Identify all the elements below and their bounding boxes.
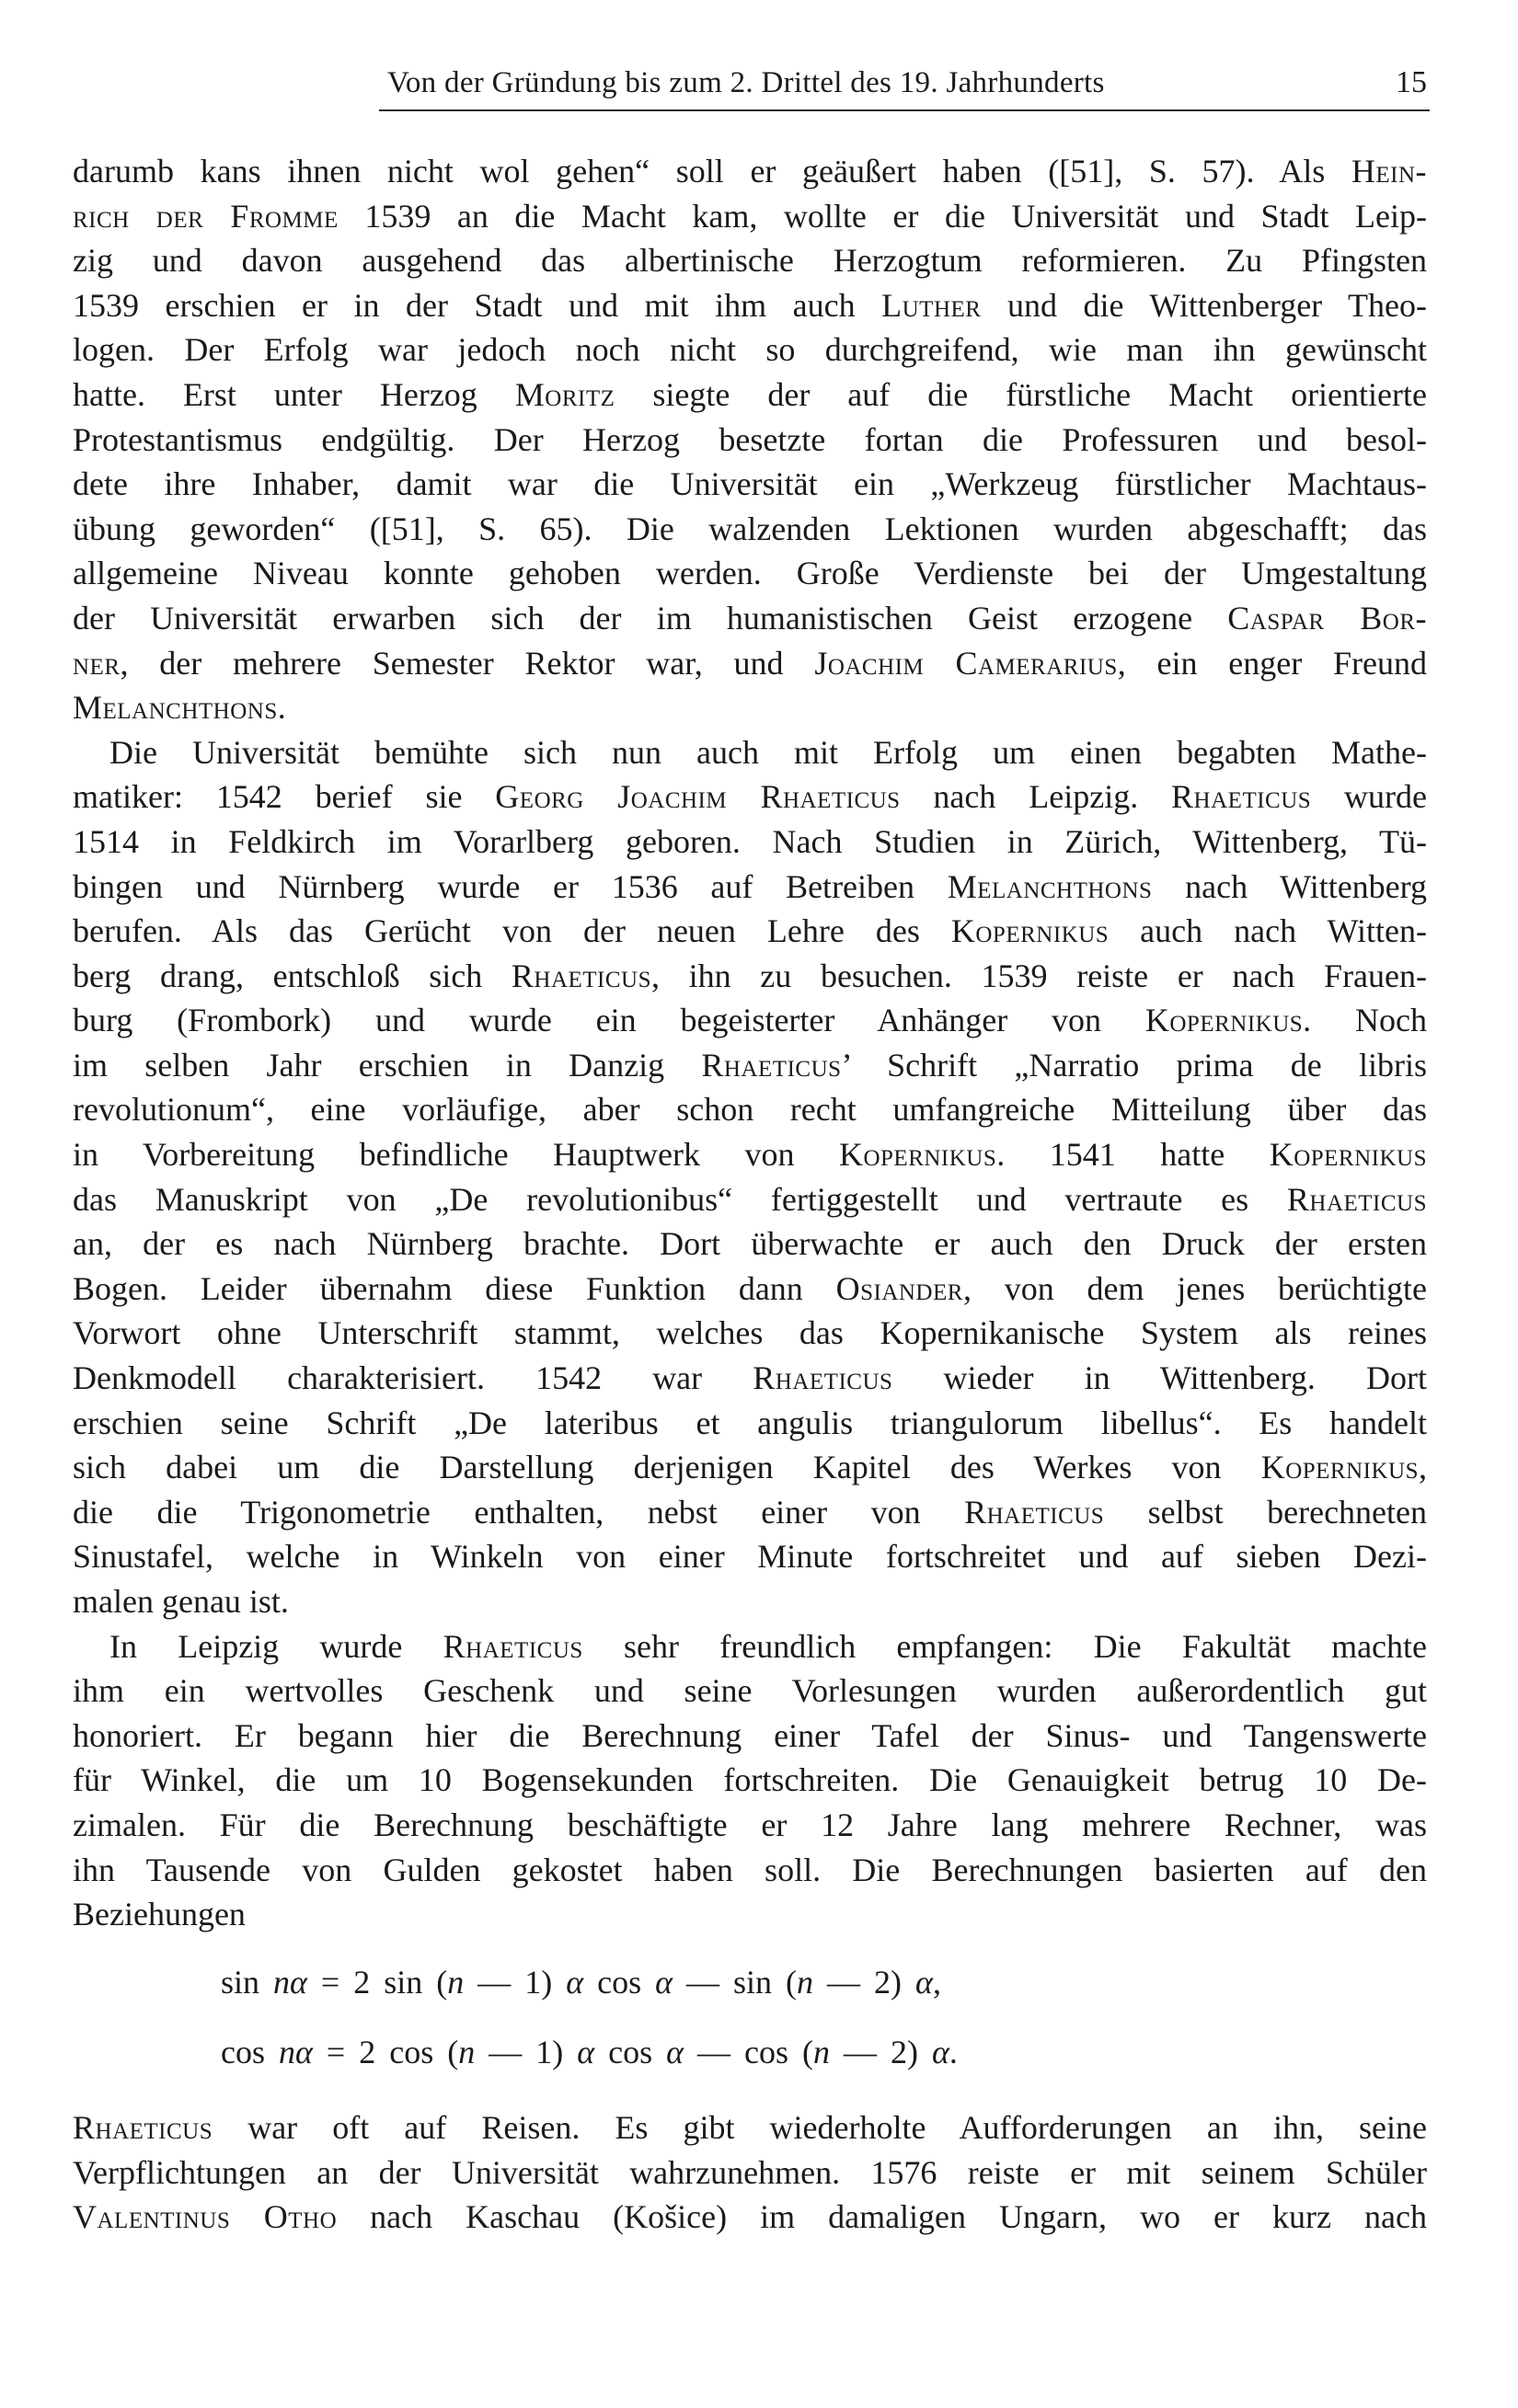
small-caps-name: Kopernikus: [1269, 1136, 1427, 1174]
text-run: darumb kans ihnen nicht wol gehen“ soll er geäußert haben ([51], S. 57). Als: [73, 153, 1351, 189]
text-run: im selben Jahr erschien in Danzig: [73, 1046, 702, 1084]
text-run: allgemeine Niveau konnte gehoben werden. Große Verdienste bei der Umgestaltung: [73, 555, 1427, 592]
text-run: = 2 cos (: [312, 2034, 459, 2070]
text-run: hatte. Erst unter Herzog: [73, 375, 515, 413]
math-variable: α: [666, 2034, 684, 2070]
math-variable: α: [566, 1964, 584, 2001]
text-run: ihm ein wertvolles Geschenk und seine Vorlesungen wurden außerordentlich gut: [73, 1672, 1427, 1710]
page-number: 15: [1396, 65, 1427, 99]
running-header: [379, 61, 1430, 105]
text-line: [73, 1445, 1427, 1490]
text-line: [73, 1758, 1427, 1803]
text-run: berufen. Als das Gerücht von der neuen Lehre des: [73, 912, 951, 950]
math-variable: nα: [273, 1964, 307, 2001]
text-line: [73, 373, 1427, 418]
small-caps-name: Melanchthons: [947, 867, 1153, 905]
text-run: cos: [221, 2034, 279, 2070]
math-variable: n: [812, 2034, 830, 2070]
text-line: [73, 551, 1427, 596]
text-run: Vorwort ohne Unterschrift stammt, welches das Kopernikanische System als reines: [73, 1314, 1427, 1352]
text-run: zimalen. Für die Berechnung beschäftigte er 12 Jahre lang mehrere Rechner, was: [73, 1806, 1427, 1843]
math-variable: n: [797, 1964, 814, 2001]
small-caps-name: Kopernikus: [838, 1136, 997, 1174]
text-run: wieder in Wittenberg. Dort: [892, 1359, 1427, 1397]
text-run: cos: [583, 1964, 656, 2001]
math-variable: α: [577, 2034, 595, 2070]
text-run: , ihn zu besuchen. 1539 reiste er nach Frauen-: [651, 957, 1428, 994]
text-run: — sin (: [673, 1964, 798, 2001]
text-run: matiker: 1542 berief sie: [73, 778, 496, 816]
text-run: 1539 erschien er in der Stadt und mit ihm auch: [73, 286, 882, 324]
small-caps-name: Osiander: [835, 1269, 963, 1307]
text-run: . 1541 hatte: [996, 1136, 1270, 1174]
small-caps-name: Rhaeticus: [1171, 778, 1312, 816]
small-caps-name: Rhaeticus: [964, 1493, 1105, 1531]
small-caps-name: Rhaeticus: [753, 1359, 893, 1397]
text-run: Denkmodell charakterisiert. 1542 war: [73, 1359, 753, 1397]
text-run: , von dem jenes berüchtigte: [962, 1269, 1427, 1307]
text-run: — 1): [464, 1964, 567, 2001]
text-run: revolutionum“, eine vorläufige, aber schon recht umfangreiche Mitteilung über das: [73, 1091, 1427, 1129]
text-line: [73, 418, 1427, 463]
text-line: [73, 1848, 1427, 1893]
text-run: logen. Der Erfolg war jedoch noch nicht so durchgreifend, wie man ihn gewünscht: [73, 331, 1427, 369]
text-run: siegte der auf die fürstliche Macht orientierte: [615, 375, 1427, 413]
text-run: Bogen. Leider übernahm diese Funktion dann: [73, 1269, 836, 1307]
text-line: [73, 954, 1427, 999]
text-line: [73, 1267, 1427, 1312]
text-run: das Manuskript von „De revolutionibus“ fertiggestellt und vertraute es: [73, 1180, 1287, 1218]
text-run: war oft auf Reisen. Es gibt wiederholte Aufforderungen an ihn, seine: [213, 2109, 1427, 2146]
text-run: nach Wittenberg: [1152, 867, 1427, 905]
text-line: [73, 909, 1427, 954]
text-run: nach Leipzig.: [900, 778, 1172, 816]
text-line: [73, 194, 1427, 239]
small-caps-name: Valentinus Otho: [73, 2198, 338, 2236]
paragraph: [73, 1624, 1427, 1937]
text-line: [73, 149, 1427, 194]
text-run: die die Trigonometrie enthalten, nebst einer von: [73, 1493, 965, 1531]
text-run: — 2): [813, 1964, 916, 2001]
text-line: [73, 2150, 1427, 2196]
small-caps-name: Kopernikus: [1144, 1002, 1304, 1039]
text-line: [73, 2105, 1427, 2150]
text-run: ihn Tausende von Gulden gekostet haben soll. Die Berechnungen basierten auf den: [73, 1851, 1427, 1888]
text-run: erschien seine Schrift „De lateribus et angulis triangulorum libellus“. Es handelt: [73, 1404, 1427, 1441]
body-text: [73, 149, 1427, 1937]
text-run: Protestantismus endgültig. Der Herzog besetzte fortan die Professuren und besol-: [73, 420, 1427, 458]
text-run: — cos (: [684, 2034, 813, 2070]
text-run: sin: [221, 1964, 274, 2001]
text-line: [73, 462, 1427, 507]
text-line: [73, 1311, 1427, 1356]
small-caps-name: Moritz: [514, 375, 615, 413]
text-line: [73, 1579, 1427, 1624]
text-run: Die Universität bemühte sich nun auch mit Erfolg um einen begabten Mathe-: [109, 733, 1427, 771]
small-caps-name: Hein-: [1351, 153, 1427, 189]
paragraph: [73, 730, 1427, 1624]
text-run: burg (Frombork) und wurde ein begeisterter Anhänger von: [73, 1002, 1145, 1039]
math-variable: α: [655, 1964, 673, 2001]
text-run: = 2 sin (: [306, 1964, 448, 2001]
text-run: , ein enger Freund: [1117, 644, 1428, 682]
text-run: wurde: [1311, 778, 1427, 816]
text-run: der Universität erwarben sich der im humanistischen Geist erzogene: [73, 599, 1228, 636]
text-run: ’ Schrift „Narratio prima de libris: [841, 1046, 1427, 1084]
equation-block: [221, 1960, 958, 2100]
text-line: [73, 507, 1427, 552]
text-line: [73, 1534, 1427, 1579]
math-variable: nα: [279, 2034, 313, 2070]
small-caps-name: ner: [73, 644, 121, 682]
text-run: Sinustafel, welche in Winkeln von einer Minute fortschreitet und auf sieben Dezi-: [73, 1538, 1427, 1576]
text-line: [73, 1892, 1427, 1937]
text-line: [73, 730, 1427, 775]
text-run: Beziehungen: [73, 1896, 246, 1933]
text-line: [73, 1714, 1427, 1759]
text-run: nach Kaschau (Košice) im damaligen Ungarn, wo er kurz nach: [337, 2198, 1427, 2236]
math-variable: α: [931, 2034, 949, 2070]
text-run: sehr freundlich empfangen: Die Fakultät machte: [582, 1627, 1428, 1665]
text-line: [73, 1087, 1427, 1132]
text-run: für Winkel, die um 10 Bogensekunden fortschreiten. Die Genauigkeit betrug 10 De-: [73, 1761, 1427, 1799]
small-caps-name: Rhaeticus: [1286, 1180, 1427, 1218]
text-run: honoriert. Er begann hier die Berechnung einer Tafel der Sinus- und Tangenswerte: [73, 1716, 1427, 1754]
text-run: malen genau ist.: [73, 1583, 289, 1620]
text-run: In Leipzig wurde: [109, 1627, 443, 1665]
small-caps-name: Luther: [881, 286, 982, 324]
text-run: 1539 an die Macht kam, wollte er die Universität und Stadt Leip-: [338, 197, 1428, 235]
text-run: dete ihre Inhaber, damit war die Universität ein „Werkzeug fürstlicher Machtaus-: [73, 465, 1427, 503]
text-line: [73, 1043, 1427, 1088]
text-run: in Vorbereitung befindliche Hauptwerk von: [73, 1136, 839, 1174]
text-line: [73, 1401, 1427, 1446]
paragraph: [73, 149, 1427, 730]
math-variable: α: [915, 1964, 933, 2001]
text-run: 1514 in Feldkirch im Vorarlberg geboren. Nach Studien in Zürich, Wittenberg, Tü-: [73, 822, 1427, 860]
small-caps-name: Rhaeticus: [511, 957, 651, 994]
small-caps-name: Kopernikus: [1260, 1449, 1419, 1486]
text-run: . Noch: [1303, 1002, 1427, 1039]
text-line: [73, 998, 1427, 1043]
text-run: Verpflichtungen an der Universität wahrzunehmen. 1576 reiste er mit seinem Schüler: [73, 2153, 1427, 2191]
paragraph: [73, 2105, 1427, 2240]
text-run: bingen und Nürnberg wurde er 1536 auf Betreiben: [73, 867, 948, 905]
text-run: sich dabei um die Darstellung derjenigen Kapitel des Werkes von: [73, 1449, 1261, 1486]
small-caps-name: Rhaeticus: [73, 2109, 213, 2146]
small-caps-name: Rhaeticus: [701, 1046, 842, 1084]
text-line: [73, 1221, 1427, 1267]
small-caps-name: Joachim Camerarius: [814, 644, 1118, 682]
text-line: [73, 2195, 1427, 2240]
math-variable: n: [458, 2034, 476, 2070]
small-caps-name: Caspar Bor-: [1227, 599, 1427, 636]
small-caps-name: rich der Fromme: [73, 197, 339, 235]
body-text-continued: [73, 2105, 1427, 2240]
text-run: cos: [594, 2034, 667, 2070]
text-line: [73, 641, 1427, 686]
small-caps-name: Kopernikus: [950, 912, 1110, 950]
text-line: [73, 865, 1427, 910]
text-run: auch nach Witten-: [1109, 912, 1427, 950]
text-run: selbst berechneten: [1104, 1493, 1428, 1531]
text-line: [73, 1356, 1427, 1401]
text-run: — 2): [829, 2034, 932, 2070]
small-caps-name: Melanchthons: [73, 689, 278, 727]
text-line: [73, 283, 1427, 328]
text-line: [73, 774, 1427, 820]
text-line: [73, 596, 1427, 641]
text-line: [73, 1803, 1427, 1848]
text-run: , der mehrere Semester Rektor war, und: [120, 644, 815, 682]
text-run: — 1): [475, 2034, 578, 2070]
text-line: [73, 685, 1427, 730]
equation: [221, 1960, 958, 2030]
text-run: übung geworden“ ([51], S. 65). Die walzenden Lektionen wurden abgeschafft; das: [73, 510, 1427, 547]
text-run: und die Wittenberger Theo-: [981, 286, 1428, 324]
text-line: [73, 1177, 1427, 1222]
small-caps-name: Georg Joachim Rhaeticus: [495, 778, 901, 816]
text-run: .: [277, 689, 286, 727]
text-line: [73, 1624, 1427, 1669]
text-line: [73, 1132, 1427, 1177]
text-run: zig und davon ausgehend das albertinische Herzogtum reformieren. Zu Pfingsten: [73, 242, 1427, 280]
text-run: .: [949, 2034, 958, 2070]
text-line: [73, 1668, 1427, 1714]
text-run: ,: [932, 1964, 941, 2001]
text-line: [73, 1490, 1427, 1535]
text-line: [73, 327, 1427, 373]
running-title: Von der Gründung bis zum 2. Drittel des 19. Jahrhunderts: [387, 66, 1105, 99]
text-line: [73, 820, 1427, 865]
equation: [221, 2030, 958, 2100]
math-variable: n: [447, 1964, 465, 2001]
text-run: an, der es nach Nürnberg brachte. Dort überwachte er auch den Druck der ersten: [73, 1225, 1427, 1263]
text-run: ,: [1419, 1449, 1427, 1486]
small-caps-name: Rhaeticus: [443, 1627, 583, 1665]
text-line: [73, 238, 1427, 283]
header-rule: [379, 109, 1430, 111]
text-run: berg drang, entschloß sich: [73, 957, 512, 994]
